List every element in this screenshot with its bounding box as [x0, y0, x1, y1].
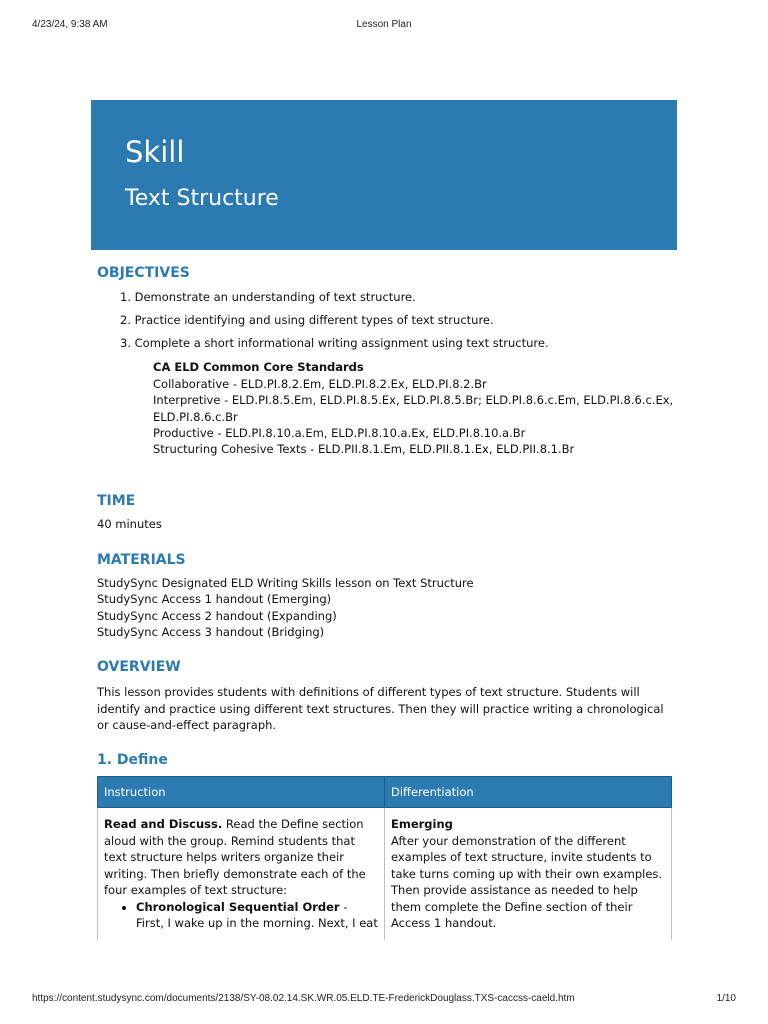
- list-item-title: Chronological Sequential Order: [136, 899, 340, 914]
- time-value: 40 minutes: [97, 517, 162, 531]
- print-footer: [32, 993, 736, 1007]
- standard-line: Structuring Cohesive Texts - ELD.PII.8.1.Em, ELD.PII.8.1.Ex, ELD.PII.8.1.Br: [153, 442, 575, 456]
- objective-item: 3. Complete a short informational writing assignment using text structure.: [120, 336, 549, 350]
- differentiation-level: Emerging: [391, 817, 453, 831]
- material-item: StudySync Access 1 handout (Emerging): [97, 592, 332, 606]
- standards-title: CA ELD Common Core Standards: [153, 360, 364, 374]
- instruction-text: Read the Define section aloud with the group. Remind students that text structure helps writers organize their writing. Then briefly demonstrate each of the four examples of text structure:: [104, 817, 366, 897]
- instruction-column-header: Instruction: [98, 777, 385, 808]
- define-table: [97, 776, 672, 940]
- banner-skill-label: Skill: [125, 135, 185, 169]
- print-header: [32, 19, 736, 33]
- skill-banner: [91, 100, 677, 250]
- standard-line: Productive - ELD.PI.8.10.a.Em, ELD.PI.8.10.a.Ex, ELD.PI.8.10.a.Br: [153, 426, 526, 440]
- material-item: StudySync Access 2 handout (Expanding): [97, 609, 337, 623]
- list-item: [136, 899, 378, 932]
- instruction-lead: Read and Discuss.: [104, 817, 223, 831]
- objectives-heading: OBJECTIVES: [97, 265, 190, 281]
- material-item: StudySync Access 3 handout (Bridging): [97, 625, 325, 639]
- page-number: 1/10: [716, 993, 736, 1004]
- overview-heading: OVERVIEW: [97, 659, 181, 675]
- overview-text: This lesson provides students with definitions of different types of text structure. Students will identify and practice using different text structures. Then they will practice writing a chronological or cause-and-effect paragraph.: [97, 685, 664, 732]
- differentiation-column-header: Differentiation: [385, 777, 672, 808]
- standard-line: ELD.PI.8.6.c.Br: [153, 410, 238, 424]
- standard-line: Interpretive - ELD.PI.8.5.Em, ELD.PI.8.5.Ex, ELD.PI.8.5.Br; ELD.PI.8.6.c.Em, ELD.PI.8.6.c.Ex,: [153, 393, 674, 407]
- standard-line: Collaborative - ELD.PI.8.2.Em, ELD.PI.8.2.Ex, ELD.PI.8.2.Br: [153, 377, 487, 391]
- define-heading: 1. Define: [97, 752, 168, 768]
- banner-subtitle: Text Structure: [125, 186, 279, 211]
- instruction-cell: [98, 808, 385, 940]
- print-url: https://content.studysync.com/documents/2138/SY-08.02.14.SK.WR.05.ELD.TE-FrederickDouglass.TXS-caccss-caeld.htm: [32, 993, 575, 1004]
- objective-item: 1. Demonstrate an understanding of text structure.: [120, 290, 416, 304]
- list-item-text: - First, I wake up in the morning. Next, I eat: [136, 899, 378, 930]
- structure-list: [104, 899, 378, 932]
- material-item: StudySync Designated ELD Writing Skills lesson on Text Structure: [97, 576, 474, 590]
- time-heading: TIME: [97, 493, 136, 509]
- objective-item: 2. Practice identifying and using different types of text structure.: [120, 313, 494, 327]
- print-datetime: 4/23/24, 9:38 AM: [32, 19, 108, 30]
- materials-heading: MATERIALS: [97, 552, 186, 568]
- differentiation-cell: [385, 808, 672, 940]
- print-title: Lesson Plan: [356, 19, 412, 30]
- differentiation-text: After your demonstration of the different examples of text structure, invite students to take turns coming up with their own examples. Then provide assistance as needed to help them complete the Define section of their Access 1 handout.: [391, 833, 663, 930]
